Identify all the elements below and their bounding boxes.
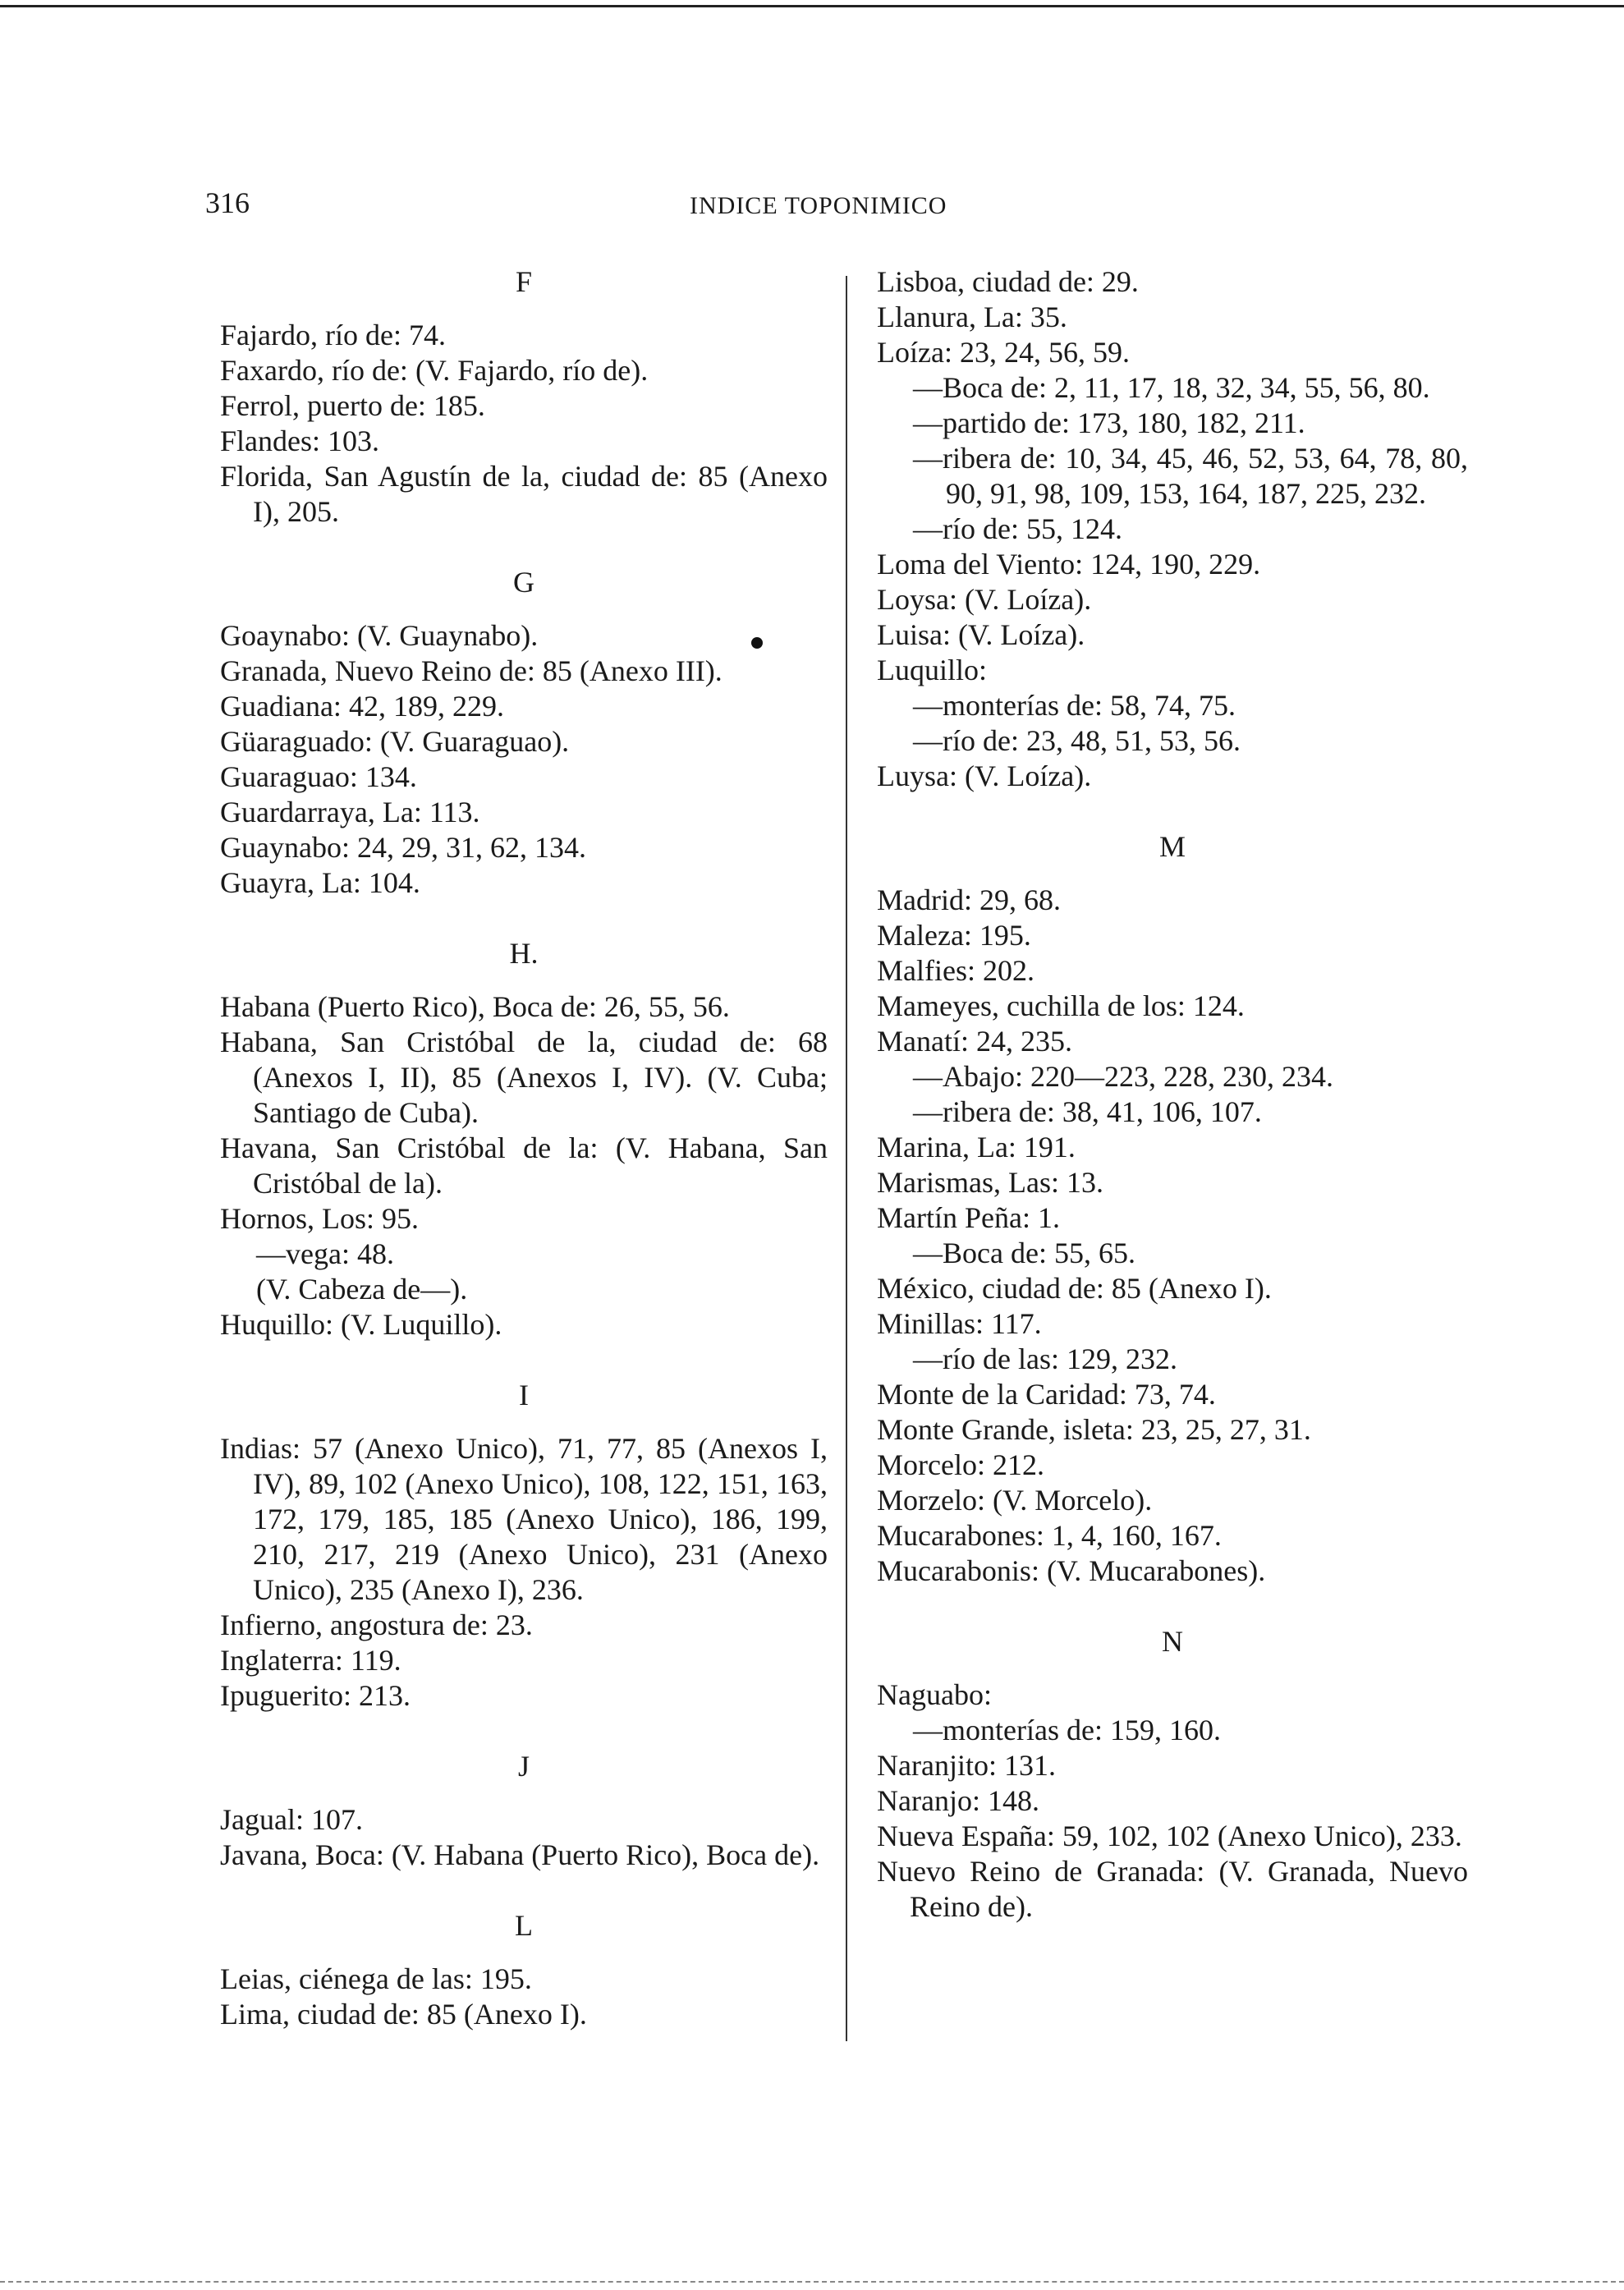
letter-heading: I — [519, 1379, 529, 1411]
index-entry: Indias: 57 (Anexo Unico), 71, 77, 85 (Anexos I, IV), 89, 102 (Anexo Unico), 108, 122, 151, 163, 172, 179, 185, 185 (Anexo Unico), 186, 199, 210, 217, 219 (Anexo Unico), 231 (Anexo Unico), 235 (Anexo I), 236. — [220, 1432, 828, 1606]
index-subentry: —río de las: 129, 232. — [913, 1342, 1177, 1375]
letter-heading: M — [1158, 830, 1186, 863]
index-subentry: —río de: 23, 48, 51, 53, 56. — [913, 724, 1241, 757]
heading-gap — [220, 1944, 828, 1962]
index-entry: Luisa: (V. Loíza). — [877, 618, 1085, 651]
heading-gap — [220, 1784, 828, 1802]
section-gap — [877, 794, 1468, 829]
index-subentry: —Abajo: 220—223, 228, 230, 234. — [913, 1060, 1333, 1093]
index-entry: Ferrol, puerto de: 185. — [220, 389, 485, 422]
index-entry: Naranjito: 131. — [877, 1749, 1056, 1782]
index-subentry: —ribera de: 10, 34, 45, 46, 52, 53, 64, 78, 80, 90, 91, 98, 109, 153, 164, 187, 225, 232. — [913, 442, 1468, 510]
index-entry: Faxardo, río de: (V. Fajardo, río de). — [220, 354, 649, 387]
letter-heading: F — [515, 265, 533, 298]
index-entry: Goaynabo: (V. Guaynabo). — [220, 619, 539, 652]
page-top-border — [0, 5, 1624, 7]
index-entry: Fajardo, río de: 74. — [220, 319, 446, 351]
index-entry: Guayra, La: 104. — [220, 866, 420, 899]
index-entry: Guaynabo: 24, 29, 31, 62, 134. — [220, 831, 586, 864]
index-subentry: —Boca de: 2, 11, 17, 18, 32, 34, 55, 56, 80. — [913, 371, 1430, 404]
index-entry: Jagual: 107. — [220, 1803, 363, 1836]
index-entry: Güaraguado: (V. Guaraguao). — [220, 725, 570, 758]
index-entry: Granada, Nuevo Reino de: 85 (Anexo III). — [220, 654, 723, 687]
index-entry: Javana, Boca: (V. Habana (Puerto Rico), Boca de). — [220, 1838, 820, 1871]
bottom-dashed-rule — [0, 2281, 1624, 2283]
index-entry: Marismas, Las: 13. — [877, 1166, 1103, 1199]
letter-heading: H. — [509, 937, 539, 970]
index-entry: Guardarraya, La: 113. — [220, 796, 480, 828]
index-entry: Lima, ciudad de: 85 (Anexo I). — [220, 1998, 587, 2031]
index-entry: Monte Grande, isleta: 23, 25, 27, 31. — [877, 1413, 1311, 1446]
index-entry: Naguabo: — [877, 1678, 992, 1711]
index-entry: Lisboa, ciudad de: 29. — [877, 265, 1139, 298]
index-entry: Nueva España: 59, 102, 102 (Anexo Unico), 233. — [877, 1820, 1462, 1852]
index-subentry: —río de: 55, 124. — [913, 512, 1122, 545]
index-entry: Mucarabonis: (V. Mucarabones). — [877, 1554, 1266, 1587]
heading-gap — [877, 865, 1468, 883]
index-subentry: —partido de: 173, 180, 182, 211. — [913, 406, 1305, 439]
index-entry: Morzelo: (V. Morcelo). — [877, 1484, 1153, 1517]
section-gap — [220, 901, 828, 936]
index-entry: Loíza: 23, 24, 56, 59. — [877, 336, 1130, 369]
section-gap — [877, 1589, 1468, 1624]
index-entry: Monte de la Caridad: 73, 74. — [877, 1378, 1216, 1411]
index-entry: Luquillo: — [877, 654, 987, 686]
index-entry: Ipuguerito: 213. — [220, 1679, 411, 1712]
index-subentry: —monterías de: 58, 74, 75. — [913, 689, 1236, 722]
index-entry: Mucarabones: 1, 4, 160, 167. — [877, 1519, 1222, 1552]
page-number: 316 — [205, 186, 250, 219]
index-entry: Inglaterra: 119. — [220, 1644, 401, 1677]
heading-gap — [220, 600, 828, 618]
column-divider — [846, 276, 847, 2041]
index-entry: Llanura, La: 35. — [877, 301, 1067, 333]
index-entry: Malfies: 202. — [877, 954, 1034, 987]
index-entry: Marina, La: 191. — [877, 1131, 1076, 1163]
section-gap — [220, 1714, 828, 1749]
letter-heading: G — [513, 566, 534, 599]
index-entry: México, ciudad de: 85 (Anexo I). — [877, 1272, 1272, 1305]
index-entry: Manatí: 24, 235. — [877, 1025, 1072, 1058]
heading-gap — [220, 1413, 828, 1431]
letter-heading: N — [1162, 1625, 1183, 1658]
index-entry: Huquillo: (V. Luquillo). — [220, 1308, 502, 1341]
index-subentry: (V. Cabeza de—). — [256, 1273, 468, 1306]
left-index-column — [220, 264, 828, 2032]
index-entry: Havana, San Cristóbal de la: (V. Habana, San Cristóbal de la). — [220, 1131, 828, 1200]
index-entry: Mameyes, cuchilla de los: 124. — [877, 989, 1245, 1022]
index-entry: Habana (Puerto Rico), Boca de: 26, 55, 56. — [220, 990, 730, 1023]
section-gap — [220, 1873, 828, 1908]
index-entry: Morcelo: 212. — [877, 1448, 1044, 1481]
index-entry: Habana, San Cristóbal de la, ciudad de: 68 (Anexos I, II), 85 (Anexos I, IV). (V. Cuba; Santiago de Cuba). — [220, 1026, 828, 1129]
index-entry: Hornos, Los: 95. — [220, 1202, 419, 1235]
section-gap — [220, 530, 828, 565]
index-entry: Maleza: 195. — [877, 919, 1031, 952]
heading-gap — [877, 1659, 1468, 1677]
index-entry: Naranjo: 148. — [877, 1784, 1039, 1817]
letter-heading: L — [515, 1909, 533, 1942]
right-index-column — [877, 264, 1468, 1925]
index-entry: Minillas: 117. — [877, 1307, 1042, 1340]
letter-heading: J — [517, 1750, 530, 1783]
index-entry: Nuevo Reino de Granada: (V. Granada, Nuevo Reino de). — [877, 1855, 1468, 1923]
index-entry: Flandes: 103. — [220, 424, 379, 457]
index-subentry: —vega: 48. — [256, 1237, 394, 1270]
index-entry: Loma del Viento: 124, 190, 229. — [877, 548, 1261, 581]
heading-gap — [220, 971, 828, 989]
index-entry: Madrid: 29, 68. — [877, 883, 1061, 916]
index-subentry: —ribera de: 38, 41, 106, 107. — [913, 1095, 1262, 1128]
ink-dot-mark — [751, 637, 763, 649]
index-entry: Infierno, angostura de: 23. — [220, 1609, 533, 1641]
index-entry: Luysa: (V. Loíza). — [877, 760, 1092, 792]
heading-gap — [220, 300, 828, 318]
index-entry: Guadiana: 42, 189, 229. — [220, 690, 504, 723]
index-entry: Loysa: (V. Loíza). — [877, 583, 1092, 616]
index-entry: Florida, San Agustín de la, ciudad de: 85 (Anexo I), 205. — [220, 460, 828, 528]
section-gap — [220, 1342, 828, 1378]
index-entry: Leias, ciénega de las: 195. — [220, 1962, 532, 1995]
running-title: INDICE TOPONIMICO — [690, 192, 947, 219]
index-subentry: —Boca de: 55, 65. — [913, 1237, 1135, 1269]
index-entry: Guaraguao: 134. — [220, 760, 417, 793]
index-subentry: —monterías de: 159, 160. — [913, 1714, 1221, 1746]
index-entry: Martín Peña: 1. — [877, 1201, 1060, 1234]
